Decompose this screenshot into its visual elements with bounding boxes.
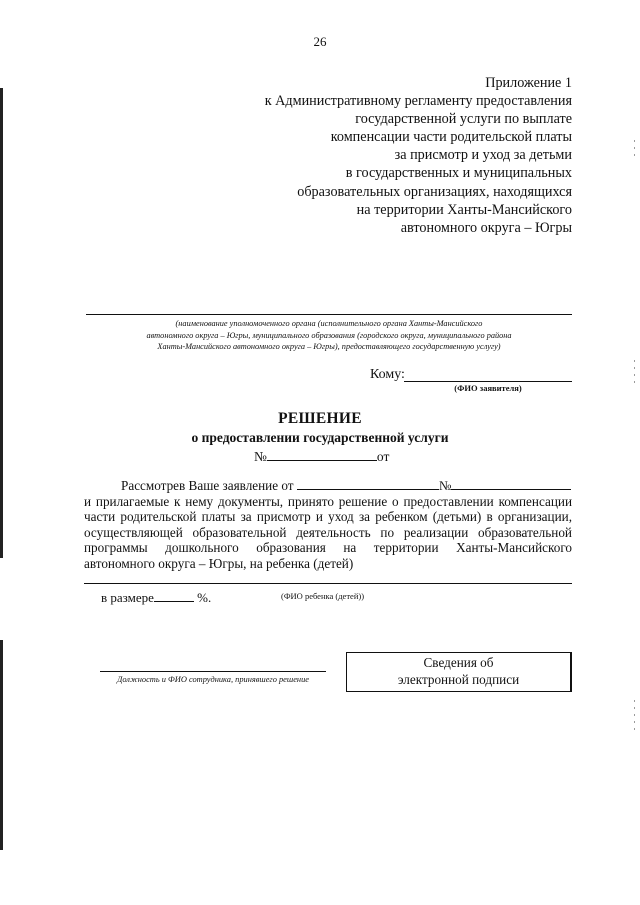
decision-number-field [267, 449, 377, 461]
date-word: от [376, 449, 390, 464]
appendix-line: в государственных и муниципальных [345, 165, 572, 182]
scan-noise-dots [634, 140, 636, 161]
decision-subtitle: о предоставлении государственной услуги [191, 430, 449, 445]
appendix-line: государственной услуги по выплате [355, 111, 572, 128]
authority-caption: (наименование уполномоченного органа (исполнительного органа Ханты-Мансийского автономного округа – Югры, муниципального образования (городского округа, муниципального района Ханты-Мансийского автономного округа – Югры), предоставляющего государственную услугу) [146, 319, 512, 351]
percent-field [154, 590, 194, 602]
body-paragraph: и прилагаемые к нему документы, принято решение о предоставлении компенсации части родительской платы за присмотр и уход за ребенком (детьми) в организации, осуществляющей образовательной деятельность по реализации образовательной программы дошкольного образования на территории Ханты-Мансийского автономного округа – Югры, на ребенка (детей) [84, 493, 572, 571]
number-sign: № [254, 449, 267, 464]
child-caption: (ФИО ребенка (детей)) [281, 591, 365, 601]
appendix-line: автономного округа – Югры [400, 219, 572, 236]
appendix-line: образовательных организациях, находящихся [297, 183, 572, 200]
appendix-line: Приложение 1 [485, 75, 572, 91]
child-fill-line [84, 583, 572, 584]
appendix-line: компенсации части родительской платы [330, 129, 572, 146]
body-first-line: Рассмотрев Ваше заявление от № [84, 478, 572, 494]
appendix-line: за присмотр и уход за детьми [394, 147, 572, 164]
recipient-caption: (ФИО заявителя) [454, 383, 522, 393]
appendix-header [192, 74, 572, 237]
recipient-fill-line [404, 381, 572, 382]
scan-noise-dots [634, 360, 636, 388]
application-date-field [297, 478, 439, 490]
scan-noise-dots [634, 700, 636, 735]
appendix-line: к Административному регламенту предоставления [264, 93, 572, 110]
official-caption: Должность и ФИО сотрудника, принявшего решение [117, 675, 309, 684]
page-number: 26 [313, 34, 327, 49]
scan-edge-line [0, 88, 3, 558]
recipient-label: Кому: [370, 367, 405, 382]
electronic-signature-box: Сведения об электронной подписи [346, 652, 572, 692]
decision-body [84, 478, 572, 572]
scan-edge-line [0, 640, 3, 850]
decision-number-row [254, 449, 389, 465]
appendix-line: на территории Ханты-Мансийского [356, 201, 572, 218]
official-fill-line [100, 671, 326, 672]
application-number-field [451, 478, 571, 490]
decision-title: РЕШЕНИЕ [278, 410, 362, 427]
authority-fill-line [86, 314, 572, 315]
compensation-size-row: в размере %. [101, 590, 212, 605]
